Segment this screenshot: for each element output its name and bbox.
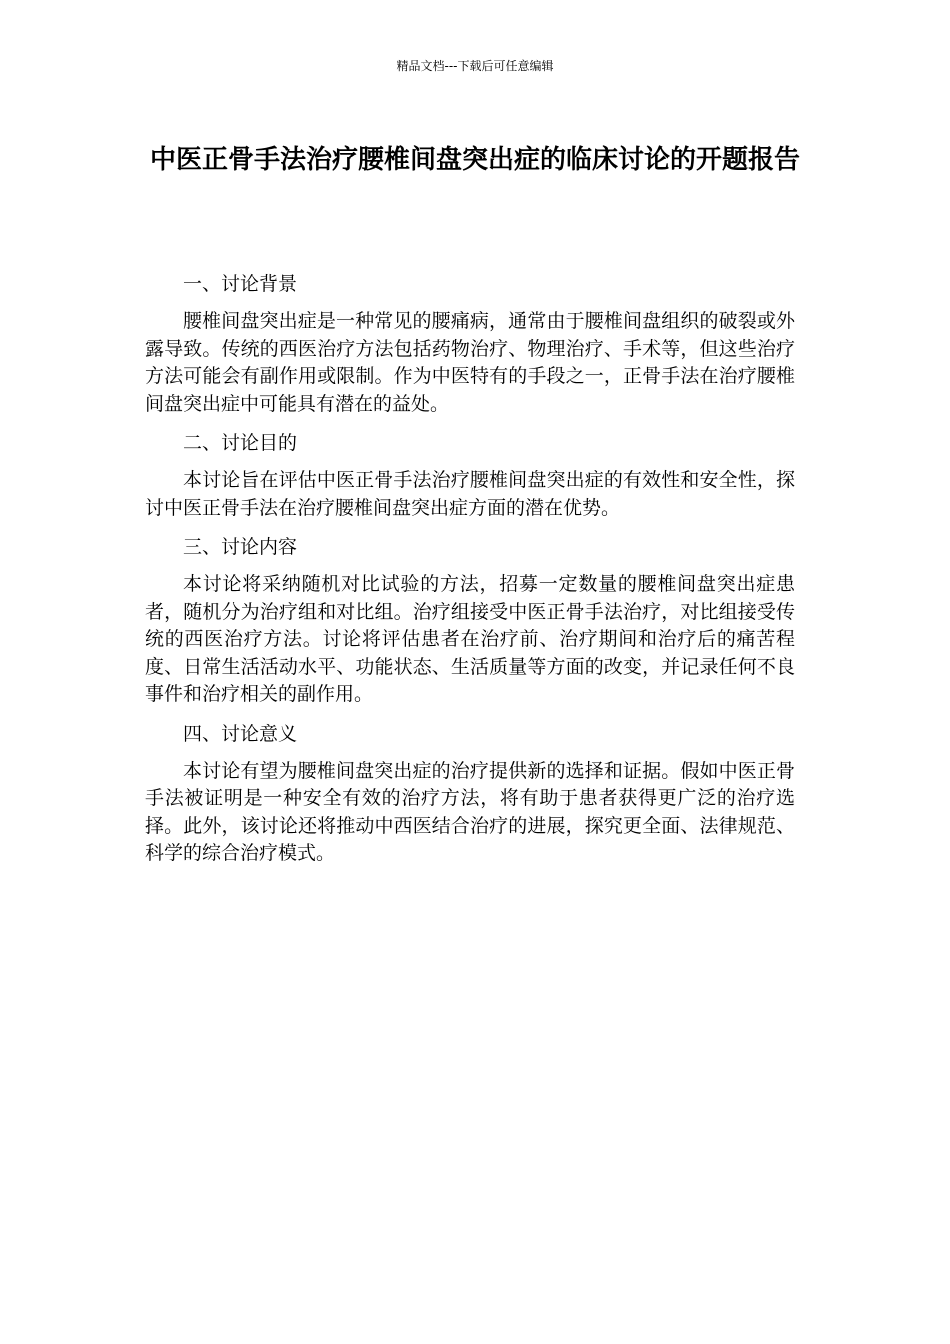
document-body bbox=[145, 268, 795, 877]
section-paragraph: 腰椎间盘突出症是一种常见的腰痛病，通常由于腰椎间盘组织的破裂或外露导致。传统的西医治疗方法包括药物治疗、物理治疗、手术等，但这些治疗方法可能会有副作用或限制。作为中医特有的手段之一，正骨手法在治疗腰椎间盘突出症中可能具有潜在的益处。 bbox=[145, 310, 795, 415]
document-title: 中医正骨手法治疗腰椎间盘突出症的临床讨论的开题报告 bbox=[149, 145, 800, 175]
section-paragraph: 本讨论将采纳随机对比试验的方法，招募一定数量的腰椎间盘突出症患者，随机分为治疗组和对比组。治疗组接受中医正骨手法治疗，对比组接受传统的西医治疗方法。讨论将评估患者在治疗前、治疗期间和治疗后的痛苦程度、日常生活活动水平、功能状态、生活质量等方面的改变，并记录任何不良事件和治疗相关的副作用。 bbox=[145, 573, 795, 705]
section-content bbox=[145, 531, 795, 709]
section-purpose bbox=[145, 427, 795, 522]
section-heading: 二、讨论目的 bbox=[183, 432, 298, 454]
section-heading: 四、讨论意义 bbox=[183, 722, 298, 745]
header-note: 精品文档---下载后可任意编辑 bbox=[396, 59, 554, 73]
section-background bbox=[145, 268, 795, 418]
section-heading: 一、讨论背景 bbox=[183, 273, 298, 295]
section-paragraph: 本讨论有望为腰椎间盘突出症的治疗提供新的选择和证据。假如中医正骨手法被证明是一种安全有效的治疗方法，将有助于患者获得更广泛的治疗选择。此外，该讨论还将推动中西医结合治疗的进展，探究更全面、法律规范、科学的综合治疗模式。 bbox=[145, 759, 795, 864]
section-paragraph: 本讨论旨在评估中医正骨手法治疗腰椎间盘突出症的有效性和安全性，探讨中医正骨手法在治疗腰椎间盘突出症方面的潜在优势。 bbox=[145, 469, 795, 519]
section-heading: 三、讨论内容 bbox=[183, 536, 298, 558]
section-significance bbox=[145, 718, 795, 868]
